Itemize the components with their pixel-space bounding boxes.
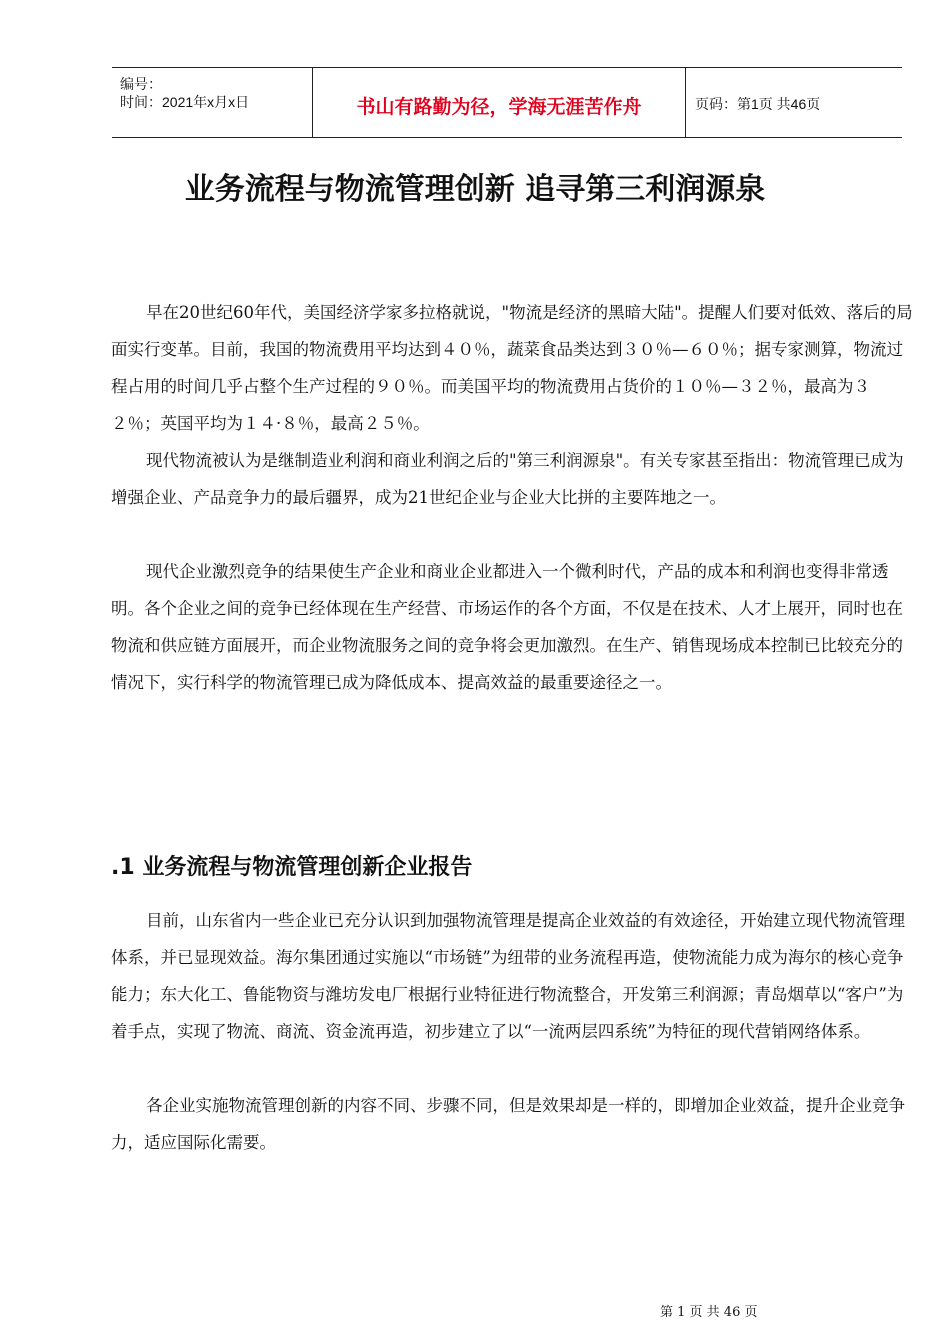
section-paragraph-2: 各企业实施物流管理创新的内容不同、步骤不同，但是效果却是一样的，即增加企业效益，提升企业竞争力，适应国际化需要。	[111, 1096, 905, 1152]
header-motto-cell	[312, 68, 686, 137]
document-time-label: 时间：2021年x月x日	[120, 94, 250, 110]
section-paragraph-1: 目前，山东省内一些企业已充分认识到加强物流管理是提高企业效益的有效途径，开始建立现代物流管理体系，并已显现效益。海尔集团通过实施以“市场链”为纽带的业务流程再造，使物流能力成为海尔的核心竞争能力；东大化工、鲁能物资与潍坊发电厂根据行业特征进行物流整合，开发第三利润源；青岛烟草以“客户”为着手点，实现了物流、商流、资金流再造，初步建立了以“一流两层四系统”为特征的现代营销网络体系。	[111, 911, 905, 1041]
intro-paragraph-1: 早在20世纪60年代，美国经济学家多拉格就说，"物流是经济的黑暗大陆"。提醒人们要对低效、落后的局面实行变革。目前，我国的物流费用平均达到４０％，蔬菜食品类达到３０％—６０％；据专家测算，物流过程占用的时间几乎占整个生产过程的９０％。而美国平均的物流费用占货价的１０％—３２％，最高为３２％；英国平均为１４·８％，最高２５％。	[111, 303, 913, 433]
intro-paragraph-3: 现代企业激烈竞争的结果使生产企业和商业企业都进入一个微利时代，产品的成本和利润也变得非常透明。各个企业之间的竞争已经体现在生产经营、市场运作的各个方面，不仅是在技术、人才上展开，同时也在物流和供应链方面展开，而企业物流服务之间的竞争将会更加激烈。在生产、销售现场成本控制已比较充分的情况下，实行科学的物流管理已成为降低成本、提高效益的最重要途径之一。	[111, 562, 903, 692]
intro-paragraph-2: 现代物流被认为是继制造业利润和商业利润之后的"第三利润源泉"。有关专家甚至指出：物流管理已成为增强企业、产品竞争力的最后疆界，成为21世纪企业与企业大比拼的主要阵地之一。	[111, 451, 904, 507]
page-footer: 第 1 页 共 46 页	[660, 1305, 758, 1320]
header-meta-cell	[112, 68, 312, 137]
header-page-cell	[685, 68, 902, 137]
document-header	[112, 67, 902, 138]
document-number-label: 编号：	[120, 76, 162, 92]
header-motto: 书山有路勤为径，学海无涯苦作舟	[356, 96, 642, 118]
header-page-info: 页码：第1页 共46页	[695, 96, 821, 112]
section-heading: .1 业务流程与物流管理创新企业报告	[111, 855, 473, 880]
document-title: 业务流程与物流管理创新 追寻第三利润源泉	[184, 172, 766, 207]
